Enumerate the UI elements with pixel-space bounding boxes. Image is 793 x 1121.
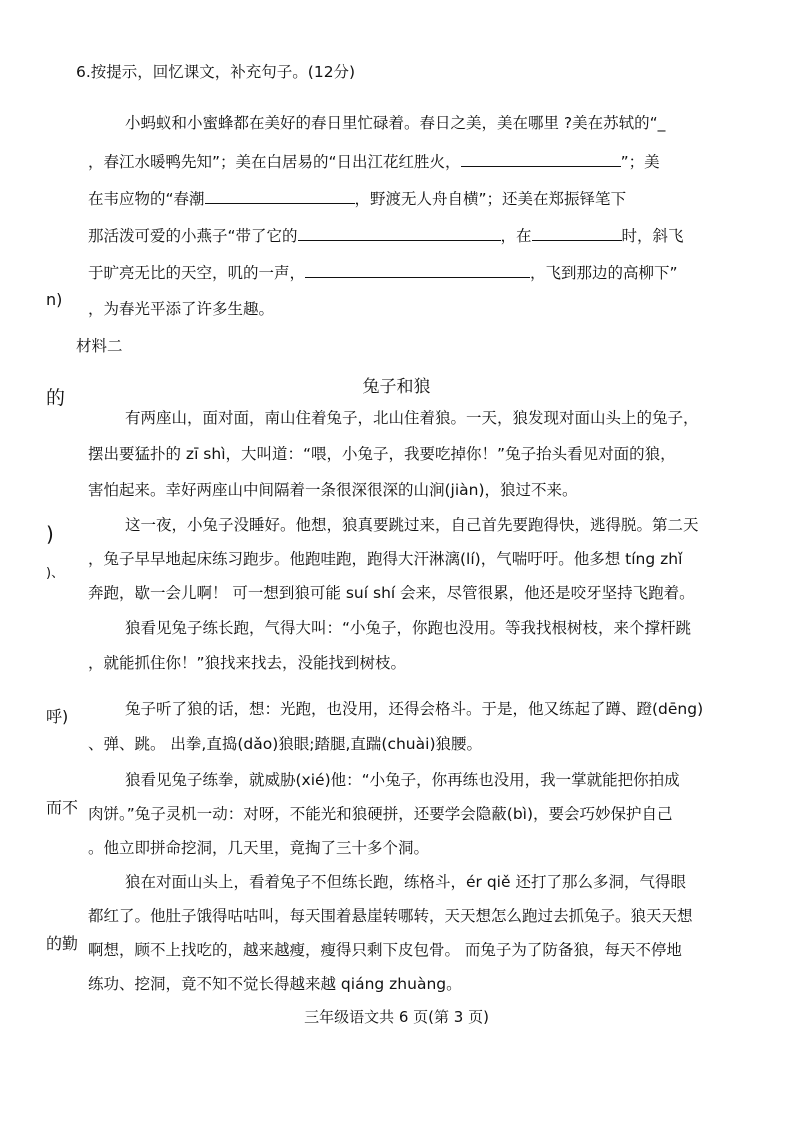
question-line-3: 在韦应物的“春潮 ，野渡无人舟自横”；还美在郑振铎笔下 [88, 190, 627, 208]
story-line: 兔子听了狼的话，想：光跑，也没用，还得会格斗。于是，他又练起了蹲、蹬(dēng) [125, 700, 704, 718]
story-line: ，就能抓住你！”狼找来找去，没能找到树枝。 [88, 654, 407, 672]
margin-fragment: 的 [46, 387, 66, 409]
story-line: 啊想，顾不上找吃的，越来越瘦，瘦得只剩下皮包骨。 而兔子为了防备狼，每天不停地 [88, 941, 682, 959]
material-label: 材料二 [76, 337, 123, 355]
answer-blank[interactable] [298, 225, 501, 241]
question-line-4: 那活泼可爱的小燕子“带了它的 ，在 时，斜飞 [88, 227, 684, 245]
margin-fragment: 的勤 [46, 934, 79, 953]
story-line: 肉饼。”兔子灵机一动：对呀，不能光和狼硬拼，还要学会隐蔽(bì)，要会巧妙保护自己 [88, 805, 673, 823]
story-line: 。他立即拼命挖洞，几天里，竟掏了三十多个洞。 [88, 839, 430, 857]
story-line: 狼在对面山头上，看着兔子不但练长跑，练格斗，ér qiě 还打了那么多洞，气得眼 [125, 873, 686, 891]
page-footer: 三年级语文共 6 页(第 3 页) [304, 1008, 489, 1026]
story-line: 摆出要猛扑的 zī shì，大叫道：“喂，小兔子，我要吃掉你！”兔子抬头看见对面的狼， [88, 445, 676, 463]
story-line: 害怕起来。幸好两座山中间隔着一条很深很深的山涧(jiàn)，狼过不来。 [88, 481, 578, 499]
answer-blank[interactable] [532, 225, 622, 241]
story-line: 这一夜，小兔子没睡好。他想，狼真要跳过来，自己首先要跑得快，逃得脱。第二天 [125, 516, 699, 534]
story-line: 有两座山，面对面，南山住着兔子，北山住着狼。一天，狼发现对面山头上的兔子， [125, 409, 699, 427]
margin-fragment: n) [46, 290, 63, 309]
story-line: 、弹、跳。 出拳,直捣(dǎo)狼眼;踏腿,直踹(chuài)狼腰。 [88, 735, 482, 753]
margin-fragment: ) [46, 522, 54, 546]
question-heading: 6.按提示，回忆课文，补充句子。(12分) [76, 63, 356, 81]
story-line: 都红了。他肚子饿得咕咕叫，每天围着悬崖转哪转，天天想怎么跑过去抓兔子。狼天天想 [88, 907, 693, 925]
question-line-6: ，为春光平添了许多生趣。 [88, 300, 275, 318]
story-line: 狼看见兔子练长跑，气得大叫：“小兔子，你跑也没用。等我找根树枝，来个撑杆跳 [125, 619, 692, 637]
story-line: 狼看见兔子练拳，就威胁(xié)他：“小兔子，你再练也没用，我一掌就能把你拍成 [125, 771, 680, 789]
story-line: ，兔子早早地起床练习跑步。他跑哇跑，跑得大汗淋漓(lí)，气喘吁吁。他多想 tíng zhǐ [88, 550, 683, 568]
margin-fragment: 呼) [46, 707, 69, 726]
margin-fragment: )、 [46, 566, 65, 581]
answer-blank[interactable] [461, 151, 621, 167]
story-line: 练功、挖洞，竟不知不觉长得越来越 qiáng zhuàng。 [88, 975, 462, 993]
answer-blank[interactable] [305, 262, 530, 278]
story-title: 兔子和狼 [362, 377, 431, 397]
margin-fragment: 而不 [46, 798, 79, 817]
question-line-1: 小蚂蚁和小蜜蜂都在美好的春日里忙碌着。春日之美，美在哪里 ?美在苏轼的“_ [125, 114, 666, 132]
answer-blank[interactable] [205, 188, 355, 204]
question-line-2: ，春江水暖鸭先知”；美在白居易的“日出江花红胜火， ”；美 [88, 153, 660, 171]
story-line: 奔跑，歇一会儿啊！ 可一想到狼可能 suí shí 会来，尽管很累，他还是咬牙坚持飞跑着。 [88, 584, 695, 602]
question-line-5: 于旷亮无比的天空，叽的一声， ，飞到那边的高柳下” [88, 264, 678, 282]
